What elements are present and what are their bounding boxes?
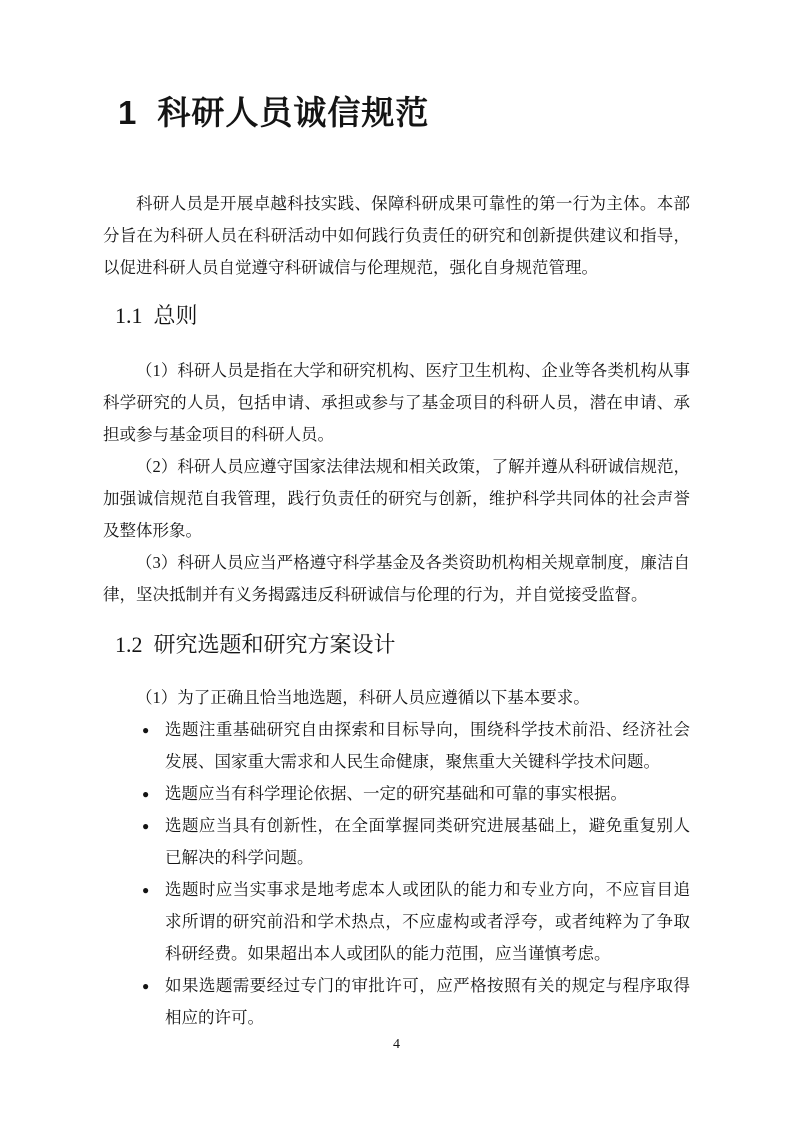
paragraph: （3）科研人员应当严格遵守科学基金及各类资助机构相关规章制度，廉洁自律，坚决抵制并有义务揭露违反科研诚信与伦理的行为，并自觉接受监督。 bbox=[103, 553, 690, 604]
section-heading-1-2 bbox=[115, 630, 690, 660]
paragraph: （1）为了正确且恰当地选题，科研人员应遵循以下基本要求。 bbox=[136, 688, 590, 707]
bullet-icon: ● bbox=[142, 787, 150, 801]
list-item-text: 选题时应当实事求是地考虑本人或团队的能力和专业方向，不应盲目追求所谓的研究前沿和学术热点，不应虚构或者浮夸，或者纯粹为了争取科研经费。如果超出本人或团队的能力范围，应当谨慎考虑。 bbox=[165, 880, 690, 963]
chapter-title: 科研人员诚信规范 bbox=[157, 94, 430, 131]
list-item-text: 选题注重基础研究自由探索和目标导向，围绕科学技术前沿、经济社会发展、国家重大需求和人民生命健康，聚焦重大关键科学技术问题。 bbox=[165, 720, 690, 771]
list-item-text: 选题应当具有创新性，在全面掌握同类研究进展基础上，避免重复别人已解决的科学问题。 bbox=[165, 816, 690, 867]
chapter-heading bbox=[118, 93, 690, 133]
bullet-icon: ● bbox=[142, 723, 150, 737]
section-title: 研究选题和研究方案设计 bbox=[153, 632, 396, 657]
intro-paragraph: 科研人员是开展卓越科技实践、保障科研成果可靠性的第一行为主体。本部分旨在为科研人员在科研活动中如何践行负责任的研究和创新提供建议和指导，以促进科研人员自觉遵守科研诚信与伦理规范，强化自身规范管理。 bbox=[103, 194, 690, 277]
chapter-number: 1 bbox=[118, 94, 138, 131]
list-item-text: 如果选题需要经过专门的审批许可，应严格按照有关的规定与程序取得相应的许可。 bbox=[165, 976, 690, 1027]
list-item-text: 选题应当有科学理论依据、一定的研究基础和可靠的事实根据。 bbox=[165, 784, 627, 803]
list-item bbox=[103, 874, 690, 970]
list-item bbox=[103, 778, 690, 810]
requirements-list bbox=[103, 714, 690, 1034]
list-item bbox=[103, 970, 690, 1034]
section-heading-1-1 bbox=[115, 301, 690, 331]
page-number: 4 bbox=[393, 1037, 400, 1052]
section-number: 1.1 bbox=[115, 303, 143, 328]
bullet-icon: ● bbox=[142, 979, 150, 993]
paragraph: （2）科研人员应遵守国家法律法规和相关政策，了解并遵从科研诚信规范，加强诚信规范自我管理，践行负责任的研究与创新，维护科学共同体的社会声誉及整体形象。 bbox=[103, 457, 690, 540]
bullet-icon: ● bbox=[142, 819, 150, 833]
paragraph: （1）科研人员是指在大学和研究机构、医疗卫生机构、企业等各类机构从事科学研究的人员，包括申请、承担或参与了基金项目的科研人员，潜在申请、承担或参与基金项目的科研人员。 bbox=[103, 361, 690, 444]
section-number: 1.2 bbox=[115, 632, 143, 657]
list-item bbox=[103, 810, 690, 874]
list-item bbox=[103, 714, 690, 778]
section-title: 总则 bbox=[153, 303, 198, 328]
bullet-icon: ● bbox=[142, 883, 150, 897]
